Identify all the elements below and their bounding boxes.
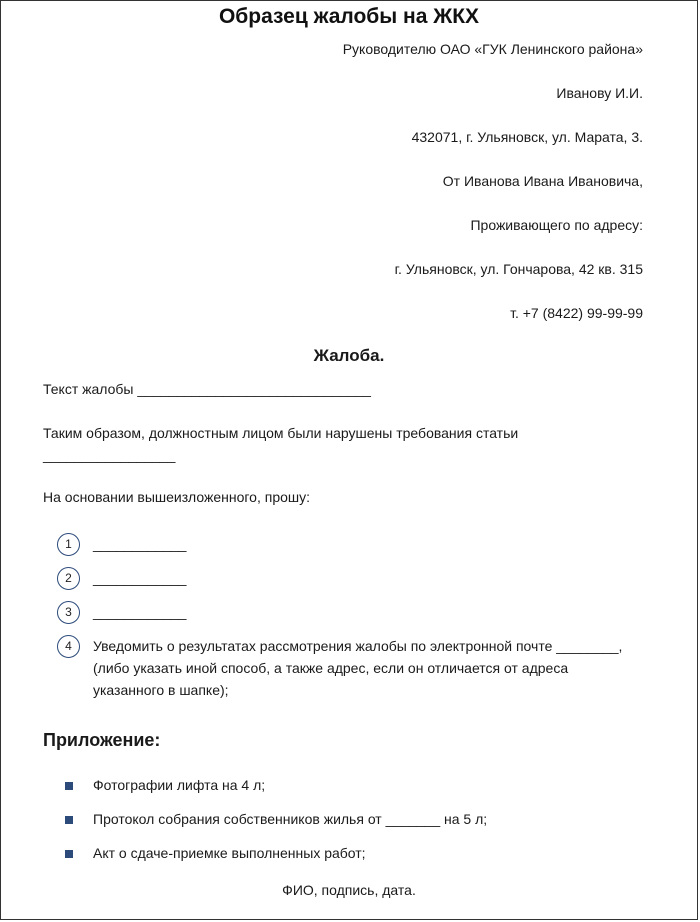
number-badge: 1 bbox=[57, 533, 80, 556]
addressee-line: Проживающего по адресу: bbox=[470, 217, 643, 233]
violation-text: Таким образом, должностным лицом были нарушены требования статьи bbox=[43, 425, 519, 441]
signature-line: ФИО, подпись, дата. bbox=[282, 882, 416, 898]
appendix-title: Приложение: bbox=[43, 730, 161, 750]
appendix-item bbox=[43, 808, 663, 830]
request-text: Уведомить о результатах рассмотрения жалобы по электронной почте ________, bbox=[93, 638, 623, 654]
appendix-item bbox=[43, 842, 663, 864]
addressee-line: Руководителю ОАО «ГУК Ленинского района» bbox=[342, 41, 643, 57]
request-text: указанного в шапке); bbox=[93, 682, 229, 698]
addressee-line: Иванову И.И. bbox=[556, 85, 643, 101]
request-text: (либо указать иной способ, а также адрес, если он отличается от адреса bbox=[93, 660, 569, 676]
request-item bbox=[43, 635, 663, 701]
appendix-item-text: Протокол собрания собственников жилья от _______ на 5 л; bbox=[93, 811, 488, 827]
request-text: ____________ bbox=[93, 604, 187, 620]
request-item bbox=[43, 601, 663, 625]
request-text: ____________ bbox=[93, 570, 187, 586]
appendix-item-text: Акт о сдаче-приемке выполненных работ; bbox=[93, 845, 366, 861]
square-bullet-icon bbox=[65, 816, 73, 824]
addressee-line: т. +7 (8422) 99-99-99 bbox=[510, 305, 643, 321]
document-title: Образец жалобы на ЖКХ bbox=[218, 5, 480, 28]
complaint-text: Текст жалобы ______________________________ bbox=[43, 381, 371, 397]
appendix-item bbox=[43, 774, 663, 796]
request-item bbox=[43, 567, 663, 591]
number-badge: 2 bbox=[57, 567, 80, 590]
request-list bbox=[43, 533, 663, 701]
appendix-item-text: Фотографии лифта на 4 л; bbox=[93, 777, 266, 793]
violation-blank: _________________ bbox=[43, 447, 176, 463]
number-badge: 4 bbox=[57, 635, 80, 658]
request-intro: На основании вышеизложенного, прошу: bbox=[43, 489, 311, 505]
square-bullet-icon bbox=[65, 782, 73, 790]
appendix-list bbox=[43, 774, 663, 876]
request-item bbox=[43, 533, 663, 557]
addressee-line: От Иванова Ивана Ивановича, bbox=[442, 173, 643, 189]
complaint-title: Жалоба. bbox=[313, 346, 385, 365]
square-bullet-icon bbox=[65, 850, 73, 858]
number-badge: 3 bbox=[57, 601, 80, 624]
request-text: ____________ bbox=[93, 536, 187, 552]
addressee-line: г. Ульяновск, ул. Гончарова, 42 кв. 315 bbox=[394, 261, 643, 277]
addressee-line: 432071, г. Ульяновск, ул. Марата, 3. bbox=[411, 129, 643, 145]
violation-paragraph bbox=[43, 422, 653, 466]
addressee-block bbox=[43, 39, 643, 347]
